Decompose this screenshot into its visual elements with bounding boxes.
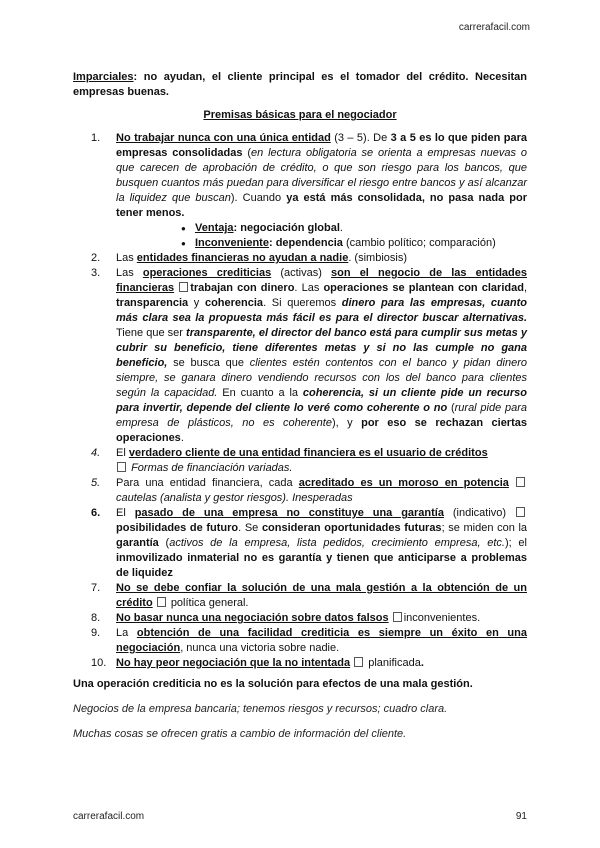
text-run: En cuanto a la	[217, 387, 303, 399]
list-item	[73, 131, 527, 251]
text-run: cautelas (analista y gestor riesgos). Inesperadas	[116, 492, 353, 504]
text-run: (	[447, 402, 455, 414]
list-item	[73, 611, 527, 626]
list-item	[73, 506, 527, 581]
header-site: carrerafacil.com	[458, 22, 530, 33]
text-run: ; se miden con la	[441, 522, 528, 534]
bullet-icon: ●	[181, 239, 186, 248]
item-number: 10.	[91, 657, 107, 669]
text-run: El	[116, 447, 129, 459]
text-run: .	[180, 432, 184, 444]
text-run: Formas de financiación variadas.	[131, 462, 293, 474]
section-title: Premisas básicas para el negociador	[203, 109, 397, 121]
text-run: No basar nunca una negociación sobre datos falsos	[116, 612, 389, 624]
arrow-box-icon	[393, 612, 402, 622]
text-run: inmovilizado inmaterial no es garantía y tienen que anticiparse a problemas de liquidez	[116, 552, 527, 579]
text-run: planificada	[368, 657, 421, 669]
text-run: obtención de una facilidad crediticia es siempre un éxito en una negociación	[116, 627, 527, 654]
text-run: . (simbiosis)	[348, 252, 407, 264]
text-run: No hay peor negociación que la no intentada	[116, 657, 351, 669]
text-run: verdadero cliente de una entidad financiera es el usuario de créditos	[128, 447, 488, 459]
text-run: ); el	[504, 537, 527, 549]
arrow-box-icon	[117, 462, 126, 472]
list-item	[73, 476, 527, 506]
text-run: Tiene que ser	[116, 327, 187, 339]
text-run: y	[188, 297, 205, 309]
text-run: transparente, el director del banco está para cumplir sus metas y cubrir su beneficio, tiene diferentes metas y si no las cumple no gana beneficio,	[116, 327, 527, 369]
item-number: 1.	[91, 132, 101, 144]
text-run: (	[242, 147, 252, 159]
page-number: 91	[515, 811, 527, 822]
text-run: : dependencia	[268, 237, 343, 249]
page-content	[73, 70, 527, 742]
list-item	[73, 626, 527, 656]
text-run: se busca que	[167, 357, 250, 369]
text-run: clientes estén contentos con el banco y pidan dinero siempre, se ganara dinero vendiendo recursos con los del banco para clientes según la capacidad.	[116, 357, 527, 399]
closing-statement: Una operación crediticia no es la solución para efectos de una mala gestión.	[73, 678, 473, 690]
text-run: inconvenientes.	[403, 612, 481, 624]
text-run: ), y	[331, 417, 362, 429]
arrow-box-icon	[157, 597, 166, 607]
text-run: garantía	[116, 537, 159, 549]
list-item	[73, 266, 527, 446]
text-run: La	[116, 627, 137, 639]
text-run: (activas)	[271, 267, 332, 279]
arrow-box-icon	[516, 477, 525, 487]
text-run: Inconveniente	[195, 237, 269, 249]
text-run: coherencia	[204, 297, 264, 309]
text-run: son el negocio de las entidades financieras	[116, 267, 527, 294]
item-number: 3.	[91, 267, 101, 279]
text-run: trabajan con dinero	[190, 282, 295, 294]
text-run: entidades financieras no ayudan a nadie	[136, 252, 349, 264]
bullet-icon: ●	[181, 224, 186, 233]
premises-list	[73, 131, 527, 671]
sub-list-item	[181, 236, 527, 251]
text-run: , nunca una victoria sobre nadie.	[180, 642, 340, 654]
text-run: ). Cuando	[230, 192, 287, 204]
text-run: política general.	[170, 597, 249, 609]
intro-text: : no ayudan, el cliente principal es el tomador del crédito. Necesitan empresas buenas.	[73, 71, 527, 98]
text-run: pasado de una empresa no constituye una garantía	[134, 507, 444, 519]
list-item	[73, 446, 527, 476]
note-line: Muchas cosas se ofrecen gratis a cambio de información del cliente.	[73, 728, 407, 740]
arrow-box-icon	[354, 657, 363, 667]
item-number: 6.	[91, 507, 101, 519]
text-run: ya está más consolidada, no pasa nada por tener menos.	[116, 192, 527, 219]
intro-term: Imparciales	[73, 71, 134, 83]
text-run: .	[420, 657, 424, 669]
footer-site: carrerafacil.com	[73, 811, 145, 822]
text-run: acreditado es un moroso en potencia	[298, 477, 509, 489]
text-run: rural pide para empresa de plásticos, no es coherente	[116, 402, 527, 429]
arrow-box-icon	[179, 282, 188, 292]
text-run: ,	[523, 282, 527, 294]
list-item	[73, 251, 527, 266]
text-run: No trabajar nunca con una única entidad	[116, 132, 331, 144]
text-run: coherencia, si un cliente pide un recurso para invertir, depende del cliente lo veré como coherente o no	[116, 387, 527, 414]
text-run: (indicativo)	[443, 507, 515, 519]
text-run: . Se	[238, 522, 262, 534]
arrow-box-icon	[516, 507, 525, 517]
note-line: Negocios de la empresa bancaria; tenemos riesgos y recursos; cuadro clara.	[73, 703, 448, 715]
text-run: .	[339, 222, 343, 234]
item-number: 5.	[91, 477, 101, 489]
text-run: Ventaja	[195, 222, 234, 234]
list-item	[73, 656, 527, 671]
text-run: (cambio político; comparación)	[342, 237, 496, 249]
text-run: . Las	[294, 282, 324, 294]
item-number: 2.	[91, 252, 101, 264]
sub-list	[116, 221, 527, 251]
text-run: Para una entidad financiera, cada	[116, 477, 299, 489]
text-run: (	[158, 537, 170, 549]
text-run: por eso se rechazan ciertas operaciones	[116, 417, 527, 444]
text-run: . Si queremos	[263, 297, 342, 309]
text-run: operaciones se plantean con claridad	[323, 282, 524, 294]
text-run: No se debe confiar la solución de una mala gestión a la obtención de un crédito	[116, 582, 527, 609]
text-run: activos de la empresa, lista pedidos, crecimiento empresa, etc.	[169, 537, 505, 549]
text-run: : negociación global	[233, 222, 340, 234]
text-run: 3 a 5 es lo que piden para empresas consolidadas	[116, 132, 527, 159]
text-run: operaciones crediticias	[142, 267, 272, 279]
item-number: 4.	[91, 447, 101, 459]
text-run: dinero para las empresas, cuanto más clara sea la propuesta más fácil es para el director buscar alternativas.	[116, 297, 527, 324]
text-run: consideran oportunidades futuras	[261, 522, 442, 534]
list-item	[73, 581, 527, 611]
sub-list-item	[181, 221, 527, 236]
text-run: Las	[116, 267, 143, 279]
text-run: El	[116, 507, 135, 519]
text-run: Las	[116, 252, 137, 264]
intro-paragraph	[73, 70, 527, 100]
text-run: (3 – 5). De	[330, 132, 391, 144]
item-number: 9.	[91, 627, 101, 639]
text-run: en lectura obligatoria se orienta a empresas nuevas o que carecen de aprobación de crédito, o que son riesgo para los bancos, que busquen cuantos más puedan para diversificar el riesgo entre bancos y así alcanzar la liquidez que buscan	[116, 147, 527, 204]
text-run: posibilidades de futuro	[116, 522, 239, 534]
item-number: 7.	[91, 582, 101, 594]
item-number: 8.	[91, 612, 101, 624]
text-run: transparencia	[116, 297, 189, 309]
